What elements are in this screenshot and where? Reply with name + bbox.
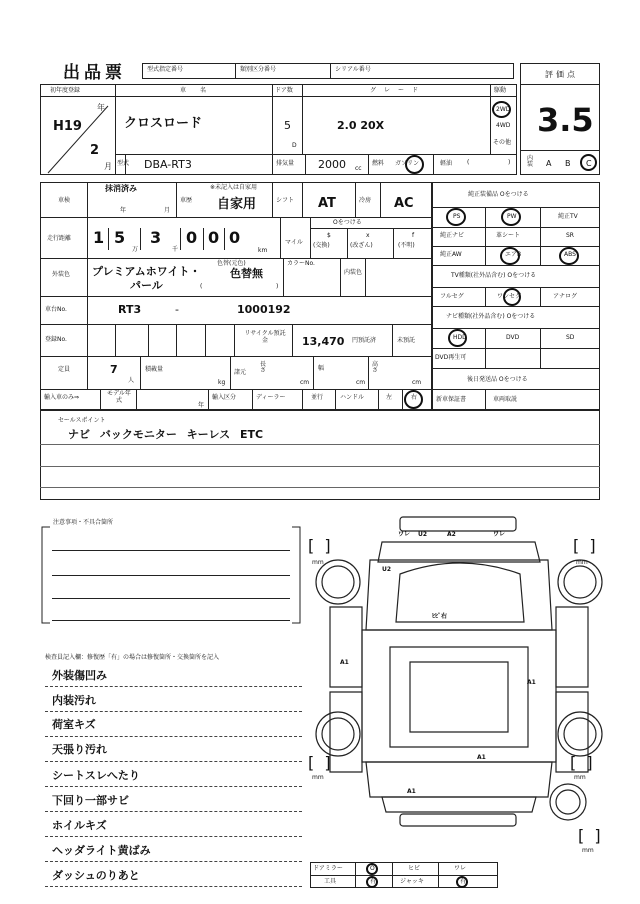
inspection-year: 年: [120, 207, 127, 214]
load-unit: kg: [218, 379, 226, 386]
mark-u2-front: U2: [418, 531, 428, 538]
history-note: ※未記入は自家用: [210, 184, 258, 191]
odo-tampered-mark: x: [366, 232, 370, 239]
history-value: 自家用: [217, 197, 257, 212]
interior-c: C: [586, 159, 592, 168]
mileage-unit: km: [258, 247, 268, 254]
inspection-label: 車検: [58, 197, 71, 204]
tools-have: 有: [370, 878, 377, 885]
category-label: 類別区分番号: [240, 66, 277, 73]
mileage-mile: マイル: [285, 239, 303, 246]
chassis-prefix: RT3: [118, 303, 142, 316]
model-label: 型式: [117, 160, 130, 167]
eq-sr: SR: [566, 232, 574, 239]
drive-other: その他: [493, 139, 512, 146]
mileage-man: 万: [132, 246, 139, 253]
crack-label: ヒビ: [408, 865, 421, 872]
mileage-digit-2: 5: [114, 228, 126, 247]
mileage-digit-4: 0: [186, 228, 198, 247]
color-paren-open: (: [200, 283, 203, 290]
mm-label-3: mm: [312, 774, 324, 781]
handle-right: 右: [411, 394, 418, 401]
tv-type-title: TV種類(社外品含む) Oをつける: [451, 272, 537, 279]
equipment-title: 純正装備品 Oをつける: [468, 191, 529, 198]
later-title: 後日発送品 Oをつける: [467, 376, 528, 383]
odo-exchanged: (交換): [313, 242, 330, 249]
doors-value: 5: [284, 119, 291, 132]
sales-point-value: ナビ バックモニター キーレス ETC: [68, 428, 264, 441]
interior-grade-label: 内装: [527, 155, 534, 168]
mileage-digit-3: 3: [150, 228, 162, 247]
mark-a2: A2: [447, 531, 456, 538]
drive-2wd: 2WD: [496, 106, 511, 113]
fuel-paren-open: (: [467, 159, 470, 166]
mark-crack-2: ワレ: [493, 531, 506, 538]
odo-caption: Oをつける: [333, 219, 362, 226]
fuel-label: 燃料: [372, 160, 385, 167]
drive-label: 駆動: [494, 87, 507, 94]
inspector-item-5: シートスレへたり: [52, 769, 140, 782]
width-unit: cm: [356, 379, 366, 386]
import-parallel: 並行: [311, 394, 324, 401]
first-reg-label: 初年度登録: [50, 87, 81, 94]
first-reg-year-label: 年: [97, 103, 105, 112]
navi-hdd: HDD: [453, 334, 467, 341]
inspection-value: 抹消済み: [105, 184, 137, 193]
odo-exchanged-mark: $: [327, 232, 331, 239]
inspection-month: 月: [164, 207, 171, 214]
registration-label: 登録No.: [45, 336, 67, 343]
load-label: 積載量: [145, 366, 164, 373]
navi-sd: SD: [566, 334, 575, 341]
mirror-circle: [366, 863, 378, 875]
interior-c-circle: [580, 154, 597, 171]
drive-2wd-circle: [492, 101, 511, 118]
length-label: 長さ: [260, 361, 267, 374]
eq-ps: PS: [453, 213, 461, 220]
eq-tv: 純正TV: [558, 213, 578, 220]
mark-crack-right: ﾋﾋﾞ右: [432, 613, 448, 620]
eq-ps-circle: [446, 208, 466, 226]
recycle-label: リサイクル預託金: [244, 330, 286, 345]
recycle-not-deposited: 未預託: [397, 337, 416, 344]
mark-a1-bottom: A1: [477, 754, 486, 761]
drive-4wd: 4WD: [496, 122, 511, 129]
mark-crack-1: ワレ: [398, 531, 411, 538]
tv-oneseg: ワンセグ: [497, 293, 522, 300]
tv-oneseg-circle: [503, 288, 521, 306]
eq-pw-circle: [501, 208, 521, 226]
sales-point-label: セールスポイント: [58, 417, 106, 424]
handle-label: ハンドル: [340, 394, 365, 401]
import-dealer: ディーラー: [256, 394, 286, 401]
handle-right-circle: [404, 390, 423, 409]
capacity-unit: 人: [128, 377, 135, 384]
score-label: 評価点: [545, 70, 578, 79]
tools-label: 工具: [324, 878, 337, 885]
chassis-label: 車台No.: [45, 306, 67, 313]
form-title: 出品票: [63, 63, 126, 83]
mm-label-2: mm: [576, 559, 588, 566]
model-value: DBA-RT3: [144, 158, 192, 171]
fuel-diesel: 軽油: [440, 160, 453, 167]
mileage-digit-5: 0: [208, 228, 220, 247]
mark-a1-right: A1: [527, 679, 536, 686]
color-change-value: 色替無: [230, 267, 263, 280]
tv-fullseg: フルセグ: [440, 293, 464, 300]
mark-a1-left: A1: [340, 659, 349, 666]
mark-a1-rear: A1: [407, 788, 416, 795]
jack-have: 有: [460, 878, 467, 885]
interior-color-label: 内装色: [344, 269, 363, 276]
inspector-item-3: 荷室キズ: [52, 718, 96, 731]
color-value-1: プレミアムホワイト・: [92, 265, 201, 278]
later-manual: 車両取説: [493, 396, 518, 403]
fuel-gasoline: ガソリン: [395, 160, 420, 167]
handle-left: 左: [386, 394, 393, 401]
tools-circle: [366, 876, 378, 888]
inspector-item-4: 天張り汚れ: [52, 743, 107, 756]
color-paren-close: ): [276, 283, 279, 290]
later-warranty: 新車保証書: [436, 396, 467, 403]
serial-label: シリアル番号: [335, 66, 371, 73]
recycle-value: 13,470: [302, 335, 345, 348]
chassis-number: 1000192: [237, 303, 291, 316]
jack-label: ジャッキ: [400, 878, 424, 885]
mm-label-4: mm: [574, 774, 586, 781]
capacity-value: 7: [110, 363, 118, 376]
displacement-label: 排気量: [276, 160, 295, 167]
notes-label: 注意事項・不具合箇所: [53, 519, 114, 526]
first-reg-era: H19: [53, 119, 82, 134]
odo-unknown-mark: f: [412, 232, 415, 239]
width-label: 幅: [318, 365, 325, 372]
ac-label: 冷房: [359, 197, 372, 204]
mileage-digit-6: 0: [229, 228, 241, 247]
model-year-label: モデル年式: [107, 390, 131, 404]
first-reg-month: 2: [90, 143, 100, 158]
odo-unknown: (不明): [398, 242, 415, 249]
recycle-deposited: 円預託済: [352, 337, 377, 344]
eq-aw: 純正AW: [440, 251, 462, 258]
displacement-unit: cc: [355, 165, 362, 172]
inspector-item-1: 外装傷凹み: [52, 669, 107, 682]
inspector-item-2: 内装汚れ: [52, 694, 96, 707]
inspector-item-8: ヘッダライト黄ばみ: [52, 844, 151, 857]
fuel-gasoline-circle: [405, 155, 424, 174]
inspector-item-9: ダッシュのりあと: [52, 869, 140, 882]
grade-value: 2.0 20X: [337, 119, 385, 132]
eq-leather: 革シート: [496, 232, 521, 239]
jack-circle: [456, 876, 468, 888]
color-no-label: カラーNo.: [287, 260, 315, 267]
eq-airbag-circle: [500, 247, 520, 265]
mileage-sen: 千: [172, 246, 179, 253]
navi-hdd-circle: [448, 329, 467, 347]
chassis-dash: -: [175, 303, 179, 316]
model-year-unit: 年: [198, 402, 205, 409]
history-label: 車歴: [180, 197, 193, 204]
inspector-item-7: ホイルキズ: [52, 819, 107, 832]
dimensions-label: 諸元: [234, 369, 247, 376]
length-unit: cm: [300, 379, 310, 386]
odo-tampered: (改ざん): [350, 242, 373, 249]
score-value: 3.5: [537, 101, 594, 139]
import-class-label: 輸入区分: [212, 394, 237, 401]
eq-pw: PW: [507, 213, 517, 220]
shift-value: AT: [318, 196, 336, 211]
height-label: 高さ: [372, 361, 379, 374]
mm-label-5: mm: [582, 847, 594, 854]
mark-u2-side: U2: [382, 566, 392, 573]
color-label: 外装色: [52, 271, 71, 278]
mirror-label: ドアミラー: [313, 865, 343, 872]
color-value-2: パール: [130, 279, 163, 292]
navi-type-title: ナビ種類(社外品含む) Oをつける: [446, 313, 536, 320]
interior-b: B: [565, 159, 571, 168]
interior-a: A: [546, 159, 552, 168]
first-reg-month-label: 月: [104, 162, 112, 171]
inspector-label: 検査員記入欄：修復歴「有」の場合は修復箇所・交換箇所を記入: [45, 654, 220, 661]
navi-dvd: DVD: [506, 334, 520, 341]
mileage-label: 走行距離: [47, 235, 72, 242]
id-fields-row: [142, 63, 514, 79]
car-name-label: 車名: [180, 87, 221, 94]
mileage-digit-1: 1: [93, 228, 105, 247]
tv-analog: アナログ: [553, 293, 578, 300]
grade-label: グレード: [370, 87, 427, 94]
import-label: 輸入車のみ⇒: [44, 394, 80, 401]
eq-abs-circle: [559, 247, 579, 265]
height-unit: cm: [412, 379, 422, 386]
eq-navi: 純正ナビ: [440, 232, 465, 239]
capacity-label: 定員: [58, 366, 71, 373]
fuel-paren-close: ): [508, 159, 511, 166]
shift-label: シフト: [276, 197, 295, 204]
color-change-label: 色替(元色): [217, 260, 246, 267]
eq-airbag: エアB: [505, 251, 522, 258]
inspector-item-6: 下回り一部サビ: [52, 794, 129, 807]
doors-label: ドア数: [275, 87, 293, 94]
eq-abs: ABS: [564, 251, 576, 258]
mirror-o: O: [370, 865, 375, 872]
broken-label: ワレ: [454, 865, 467, 872]
model-cert-label: 型式指定番号: [147, 66, 184, 73]
mm-label-1: mm: [312, 559, 324, 566]
car-damage-diagram: [310, 512, 610, 852]
car-name-value: クロスロード: [124, 116, 203, 131]
doors-unit: D: [292, 142, 297, 149]
displacement-value: 2000: [318, 158, 346, 171]
ac-value: AC: [394, 196, 414, 211]
dvd-play: DVD再生可: [435, 354, 467, 361]
